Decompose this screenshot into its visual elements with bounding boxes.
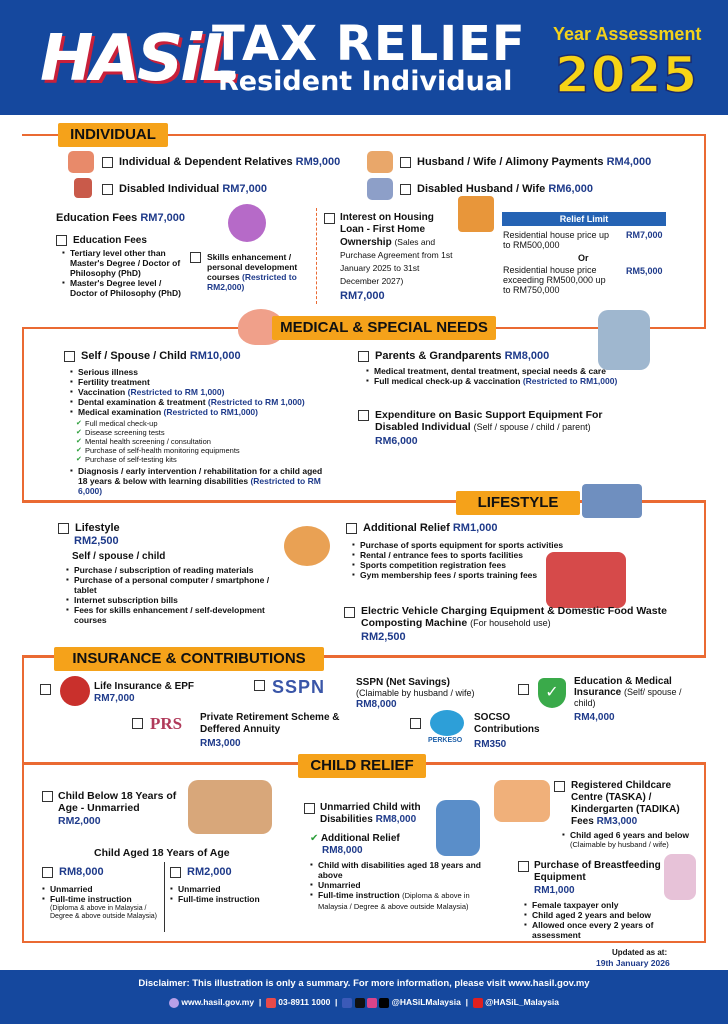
- aged-18-title: Child Aged 18 Years of Age: [94, 847, 230, 859]
- section-child: CHILD RELIEF: [298, 754, 426, 778]
- footer-contacts: www.hasil.gov.my | 03-8911 1000 | @HASiLMalaysia | @HASiL_Malaysia: [0, 997, 728, 1008]
- kwsp-logo-icon: [60, 676, 90, 706]
- toy-blocks-icon: [494, 780, 550, 822]
- list-item: ▪ Full-time instruction: [42, 894, 162, 904]
- checkbox-icon[interactable]: [410, 718, 421, 729]
- list-item: ▪ Sports competition registration fees: [352, 560, 592, 570]
- diagnosis-list: [70, 466, 330, 496]
- child-8000-note: (Diploma & above in Malaysia / Degree & above outside Malaysia): [50, 905, 158, 920]
- page-subtitle: Resident Individual: [218, 66, 513, 97]
- section-medical: MEDICAL & SPECIAL NEEDS: [272, 316, 496, 340]
- disabled-child-row: Unmarried Child with Disabilities RM8,000: [304, 802, 444, 826]
- checkbox-icon[interactable]: [132, 718, 143, 729]
- hasil-logo: HASiL: [40, 22, 237, 96]
- list-item: ▪ Full-time instruction (Diploma & above in Malaysia / Degree & above outside Malaysia): [310, 890, 490, 912]
- list-item: ✔ Full medical check-up: [76, 419, 316, 428]
- year-assessment-label: Year Assessment: [553, 24, 702, 44]
- list-item: ▪ Master's Degree level / Doctor of Philosophy (PhD): [62, 278, 186, 298]
- checkbox-icon[interactable]: [346, 523, 357, 534]
- child-2000-list: [170, 884, 290, 904]
- list-item: ▪ Child with disabilities aged 18 years and above: [310, 860, 490, 880]
- disabled-child-list: [310, 860, 490, 912]
- taska-list: [562, 830, 712, 840]
- taska-row: Registered Childcare Centre (TASKA) / Kindergarten (TADIKA) Fees RM3,000: [554, 780, 704, 828]
- list-item: ▪ Dental examination & treatment (Restricted to RM 1,000): [70, 397, 338, 407]
- prs-logo-icon: PRS: [150, 714, 183, 733]
- lifestyle-list: [66, 565, 292, 625]
- section-insurance: INSURANCE & CONTRIBUTIONS: [54, 647, 324, 671]
- list-item: ✔ Purchase of self-health monitoring equipments: [76, 446, 316, 455]
- list-item: ▪ Tertiary level other than Master's Degree / Doctor of Philosophy (PhD): [62, 248, 186, 278]
- list-item: ▪ Serious illness: [70, 367, 338, 377]
- child-wheelchair-icon: [436, 800, 480, 856]
- child-box-left-edge: [22, 763, 24, 943]
- checkbox-icon[interactable]: [324, 213, 335, 224]
- checkbox-icon[interactable]: [344, 607, 355, 618]
- checkbox-icon[interactable]: [400, 157, 411, 168]
- relief-limit-1: Residential house price up to RM500,000: [503, 230, 610, 250]
- child-8000-list: [42, 884, 162, 904]
- checkbox-icon[interactable]: [102, 184, 113, 195]
- child-additional-relief: ✔ Additional Relief: [310, 833, 400, 844]
- lifestyle-who: Self / spouse / child: [72, 551, 166, 562]
- checkbox-icon[interactable]: [358, 351, 369, 362]
- support-equipment-row: Expenditure on Basic Support Equipment For Disabled Individual (Self / spouse / child / parent) RM6,000: [358, 409, 618, 447]
- divider-line: [316, 208, 317, 304]
- relief-limit-2-amount: RM5,000: [626, 266, 663, 276]
- website-link[interactable]: www.hasil.gov.my: [181, 997, 255, 1007]
- checkbox-icon[interactable]: [554, 781, 565, 792]
- family-icon: [68, 151, 94, 173]
- husband-wife-row: Husband / Wife / Alimony Payments RM4,000: [400, 156, 651, 169]
- list-item: ▪ Gym membership fees / sports training fees: [352, 570, 592, 580]
- checkbox-icon[interactable]: [518, 684, 529, 695]
- list-item: ▪ Unmarried: [42, 884, 162, 894]
- sspn-logo-icon: SSPN: [272, 677, 344, 697]
- checkbox-icon[interactable]: [56, 235, 67, 246]
- checkbox-icon[interactable]: [170, 867, 181, 878]
- checkbox-icon[interactable]: [42, 791, 53, 802]
- dependent-relatives-row: Individual & Dependent Relatives RM9,000: [102, 156, 340, 169]
- checkbox-icon[interactable]: [400, 184, 411, 195]
- list-item: ▪ Full-time instruction: [170, 894, 290, 904]
- checkbox-icon[interactable]: [64, 351, 75, 362]
- x-icon[interactable]: [355, 998, 365, 1008]
- list-item: ▪ Medical treatment, dental treatment, special needs & care: [366, 366, 646, 376]
- checkbox-icon[interactable]: [304, 803, 315, 814]
- housing-loan-row: Interest on Housing Loan - First Home Ownership (Sales and Purchase Agreement from 1st January 2025 to 31st December 2027) RM7,000: [324, 212, 456, 302]
- education-fees-title: Education Fees RM7,000: [56, 212, 185, 224]
- facebook-icon[interactable]: [342, 998, 352, 1008]
- additional-relief-row: Additional Relief RM1,000: [346, 522, 497, 535]
- relief-limit-1-amount: RM7,000: [626, 230, 663, 240]
- list-item: ▪ Rental / entrance fees to sports facilities: [352, 550, 592, 560]
- list-item: ▪ Female taxpayer only: [524, 900, 674, 910]
- perkeso-logo-icon: [430, 710, 464, 736]
- ev-charging-icon: [546, 552, 626, 608]
- list-item: ▪ Purchase of sports equipment for sports activities: [352, 540, 592, 550]
- below-18-row: Child Below 18 Years of Age - Unmarried RM2,000: [42, 790, 182, 827]
- phone-icon: [266, 998, 276, 1008]
- list-item: ▪ Diagnosis / early intervention / rehabilitation for a child aged 18 years & below with learning disabilities (Restricted to RM 6,000): [70, 466, 330, 496]
- self-spouse-child-row: Self / Spouse / Child RM10,000: [64, 350, 241, 363]
- elderly-couple-icon: [598, 310, 650, 370]
- list-item: ▪ Child aged 6 years and below: [562, 830, 712, 840]
- year-assessment-value: 2025: [555, 46, 699, 104]
- parents-row: Parents & Grandparents RM8,000: [358, 350, 549, 363]
- youtube-handle[interactable]: @HASiL_Malaysia: [485, 997, 560, 1007]
- globe-icon: [169, 998, 179, 1008]
- checkbox-icon[interactable]: [42, 867, 53, 878]
- couple-icon: [367, 151, 393, 173]
- list-item: ✔ Disease screening tests: [76, 428, 316, 437]
- divider-line: [164, 862, 165, 932]
- education-fees-checkbox: Education Fees: [56, 234, 147, 247]
- breastfeeding-row: Purchase of Breastfeeding Equipment RM1,000: [518, 860, 668, 896]
- list-item: ▪ Internet subscription bills: [66, 595, 292, 605]
- list-item: ▪ Fertility treatment: [70, 377, 338, 387]
- children-group-icon: [188, 780, 272, 834]
- social-handle[interactable]: @HASiLMalaysia: [391, 997, 461, 1007]
- checkbox-icon[interactable]: [254, 680, 265, 691]
- graduate-icon: [228, 204, 266, 242]
- updated-date: 19th January 2026: [596, 958, 670, 968]
- list-item: ▪ Fees for skills enhancement / self-development courses: [66, 605, 292, 625]
- ev-charging-row: Electric Vehicle Charging Equipment & Domestic Food Waste Composting Machine (For household use) RM2,500: [344, 605, 688, 643]
- checkbox-icon[interactable]: [102, 157, 113, 168]
- list-item: ▪ Unmarried: [310, 880, 490, 890]
- section-lifestyle: LIFESTYLE: [456, 491, 580, 515]
- perkeso-logo-text: PERKESO: [428, 737, 463, 744]
- list-item: ▪ Purchase / subscription of reading materials: [66, 565, 292, 575]
- tiktok-icon[interactable]: [379, 998, 389, 1008]
- checkbox-icon[interactable]: [518, 861, 529, 872]
- lifestyle-row: Lifestyle: [58, 522, 120, 535]
- exam-sub-list: [76, 419, 316, 464]
- lifestyle-amount: RM2,500: [74, 535, 119, 547]
- list-item: ▪ Purchase of a personal computer / smartphone / tablet: [66, 575, 292, 595]
- list-item: ▪ Child aged 2 years and below: [524, 910, 674, 920]
- taska-note: (Claimable by husband / wife): [570, 840, 669, 849]
- list-item: ✔ Purchase of self-testing kits: [76, 455, 316, 464]
- wheelchair-couple-icon: [367, 178, 393, 200]
- checkbox-icon[interactable]: [40, 684, 51, 695]
- updated-label: Updated as at:: [612, 948, 668, 957]
- shield-check-icon: ✓: [538, 678, 566, 708]
- breast-pump-icon: [664, 854, 696, 900]
- laptop-icon: [582, 484, 642, 518]
- child-2000-row: RM2,000: [170, 866, 232, 879]
- relief-limit-header: Relief Limit: [502, 212, 666, 226]
- child-8000-row: RM8,000: [42, 866, 104, 879]
- list-item: ▪ Allowed once every 2 years of assessment: [524, 920, 674, 940]
- child-additional-amount: RM8,000: [322, 845, 363, 856]
- disclaimer-text: Disclaimer: This illustration is only a summary. For more information, please visit www.hasil.gov.my: [138, 978, 590, 989]
- relief-limit-2: Residential house price exceeding RM500,000 up to RM750,000: [503, 265, 606, 295]
- checkbox-icon[interactable]: [358, 410, 369, 421]
- phone-link[interactable]: 03-8911 1000: [278, 997, 331, 1007]
- checkbox-icon[interactable]: [190, 252, 201, 263]
- disabled-husband-wife-row: Disabled Husband / Wife RM6,000: [400, 183, 593, 196]
- education-list: [62, 248, 186, 298]
- list-item: ▪ Medical examination (Restricted to RM1,000): [70, 407, 338, 417]
- skills-row: Skills enhancement / personal development courses (Restricted to RM2,000): [190, 252, 310, 292]
- relief-or: Or: [578, 253, 589, 263]
- house-icon: [458, 196, 494, 232]
- sports-icon: [284, 526, 330, 566]
- instagram-icon[interactable]: [367, 998, 377, 1008]
- list-item: ▪ Full medical check-up & vaccination (Restricted to RM1,000): [366, 376, 646, 386]
- section-individual: INDIVIDUAL: [58, 123, 168, 147]
- breastfeeding-list: [524, 900, 674, 940]
- page-title: TAX RELIEF: [212, 16, 526, 72]
- list-item: ▪ Unmarried: [170, 884, 290, 894]
- youtube-icon[interactable]: [473, 998, 483, 1008]
- checkbox-icon[interactable]: [58, 523, 69, 534]
- disabled-person-icon: [74, 178, 92, 198]
- list-item: ✔ Mental health screening / consultation: [76, 437, 316, 446]
- medical-list: [70, 367, 338, 417]
- disabled-individual-row: Disabled Individual RM7,000: [102, 183, 267, 196]
- parents-list: [366, 366, 646, 386]
- list-item: ▪ Vaccination (Restricted to RM 1,000): [70, 387, 338, 397]
